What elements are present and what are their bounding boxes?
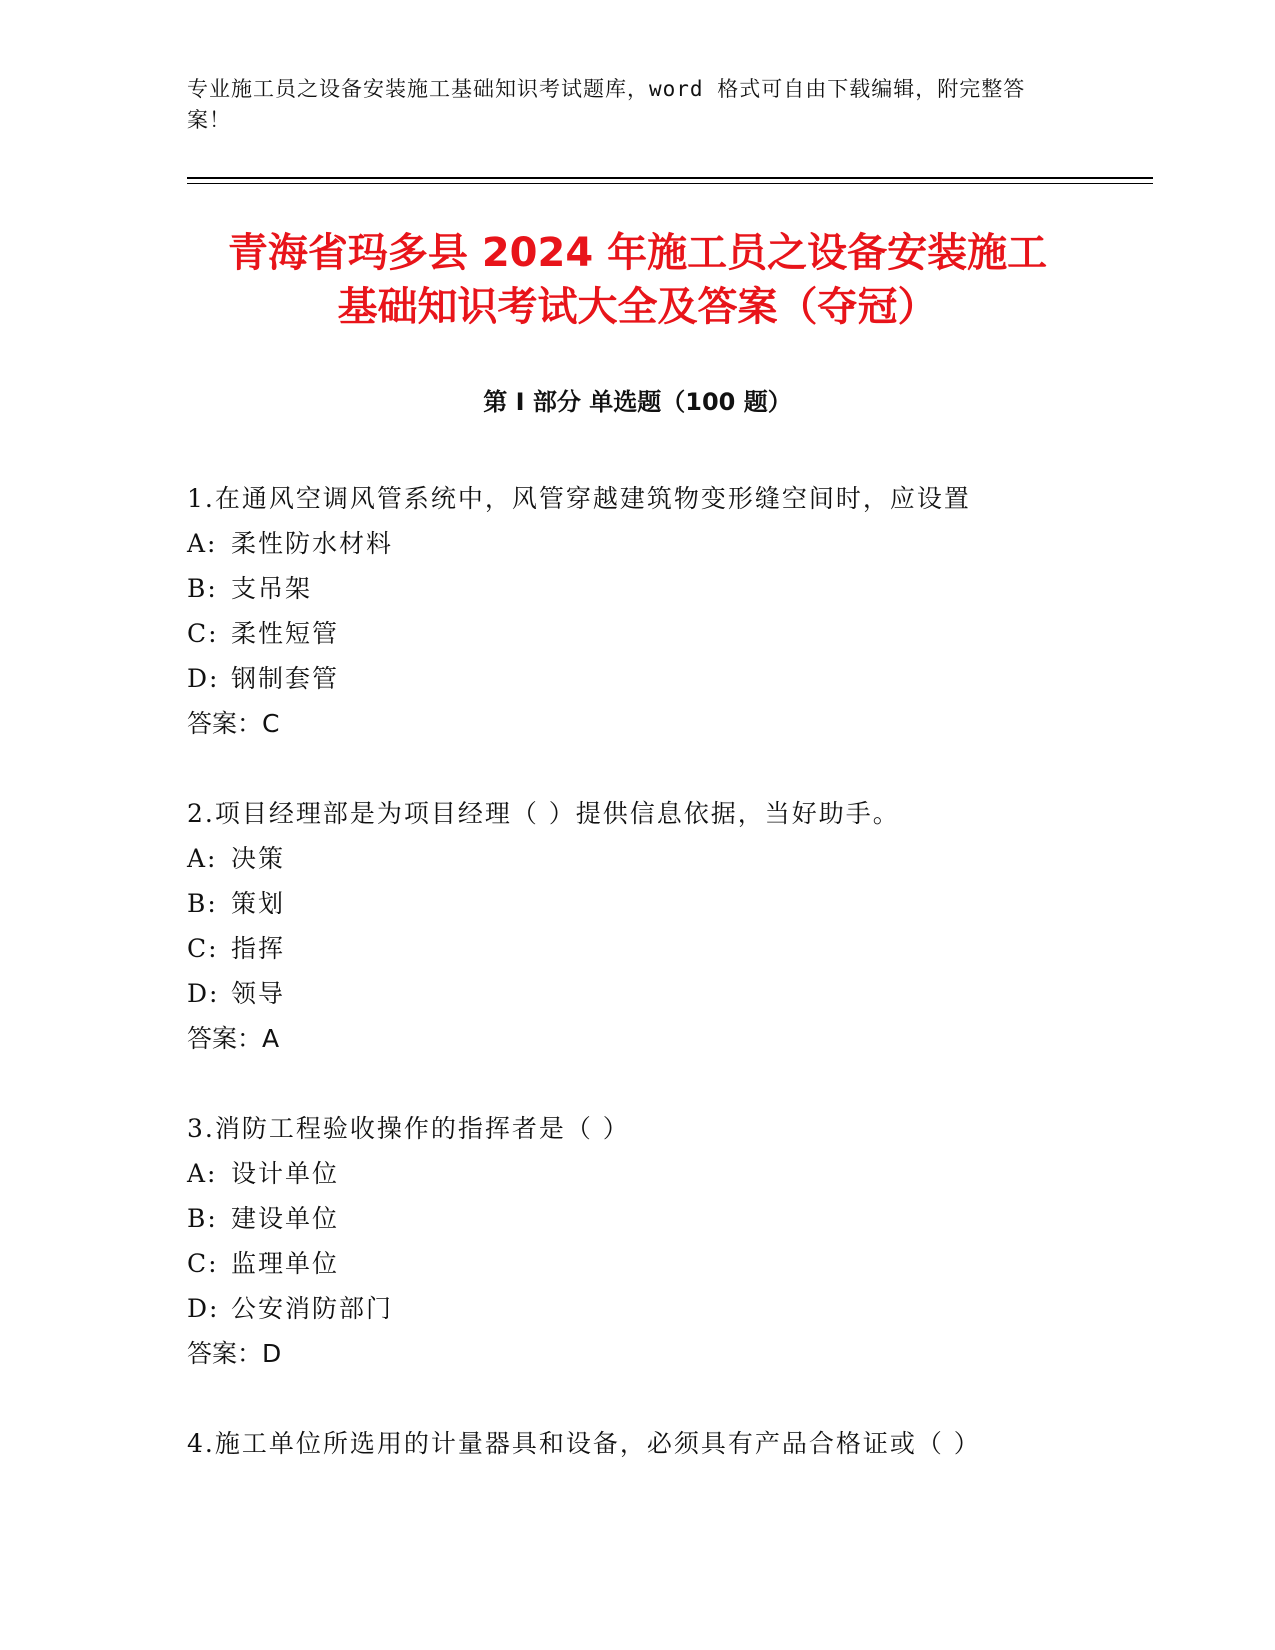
- option-text: 设计单位: [231, 1159, 340, 1188]
- option-line: [187, 1196, 1107, 1241]
- question-4: [187, 1421, 1107, 1466]
- option-key: D:: [187, 979, 220, 1008]
- option-key: A:: [187, 844, 218, 873]
- option-text: 监理单位: [231, 1249, 340, 1278]
- option-text: 钢制套管: [231, 664, 340, 693]
- option-text: 公安消防部门: [231, 1294, 394, 1323]
- option-key: A:: [187, 529, 218, 558]
- header-rule-thin: [187, 183, 1153, 184]
- answer-line: 答案：D: [187, 1339, 282, 1368]
- option-line: [187, 881, 1107, 926]
- option-line: [187, 521, 1107, 566]
- option-line: [187, 1241, 1107, 1286]
- option-text: 指挥: [231, 934, 286, 963]
- question-stem: 1.在通风空调风管系统中，风管穿越建筑物变形缝空间时，应设置: [187, 484, 971, 513]
- header-rule-thick: [187, 177, 1153, 179]
- document-title-line-2: 基础知识考试大全及答案（夺冠）: [337, 284, 938, 330]
- document-title: [160, 226, 1115, 334]
- option-key: B:: [187, 1204, 218, 1233]
- option-line: [187, 836, 1107, 881]
- option-key: B:: [187, 889, 218, 918]
- option-text: 柔性防水材料: [231, 529, 394, 558]
- option-key: B:: [187, 574, 218, 603]
- option-key: C:: [187, 1249, 219, 1278]
- option-line: [187, 971, 1107, 1016]
- option-key: A:: [187, 1159, 218, 1188]
- question-stem: 3.消防工程验收操作的指挥者是（ ）: [187, 1114, 630, 1143]
- option-key: C:: [187, 619, 219, 648]
- option-line: [187, 926, 1107, 971]
- option-text: 柔性短管: [231, 619, 340, 648]
- question-stem: 4.施工单位所选用的计量器具和设备，必须具有产品合格证或（ ）: [187, 1429, 981, 1458]
- option-key: D:: [187, 1294, 220, 1323]
- option-line: [187, 1151, 1107, 1196]
- question-stem: 2.项目经理部是为项目经理（ ）提供信息依据，当好助手。: [187, 799, 900, 828]
- document-title-line-1: 青海省玛多县 2024 年施工员之设备安装施工: [227, 230, 1048, 276]
- option-key: C:: [187, 934, 219, 963]
- section-title: 第 I 部分 单选题（100 题）: [483, 388, 792, 416]
- header-note: 专业施工员之设备安装施工基础知识考试题库，word 格式可自由下载编辑，附完整答案！: [187, 77, 1026, 132]
- answer-line: 答案：A: [187, 1024, 280, 1053]
- question-list: [187, 476, 1107, 1511]
- option-line: [187, 566, 1107, 611]
- option-text: 策划: [231, 889, 286, 918]
- option-text: 决策: [231, 844, 286, 873]
- question-1: [187, 476, 1107, 746]
- option-line: [187, 1286, 1107, 1331]
- option-line: [187, 611, 1107, 656]
- option-key: D:: [187, 664, 220, 693]
- question-2: [187, 791, 1107, 1061]
- option-text: 支吊架: [231, 574, 313, 603]
- option-text: 领导: [231, 979, 286, 1008]
- question-3: [187, 1106, 1107, 1376]
- option-line: [187, 656, 1107, 701]
- answer-line: 答案：C: [187, 709, 280, 738]
- option-text: 建设单位: [231, 1204, 340, 1233]
